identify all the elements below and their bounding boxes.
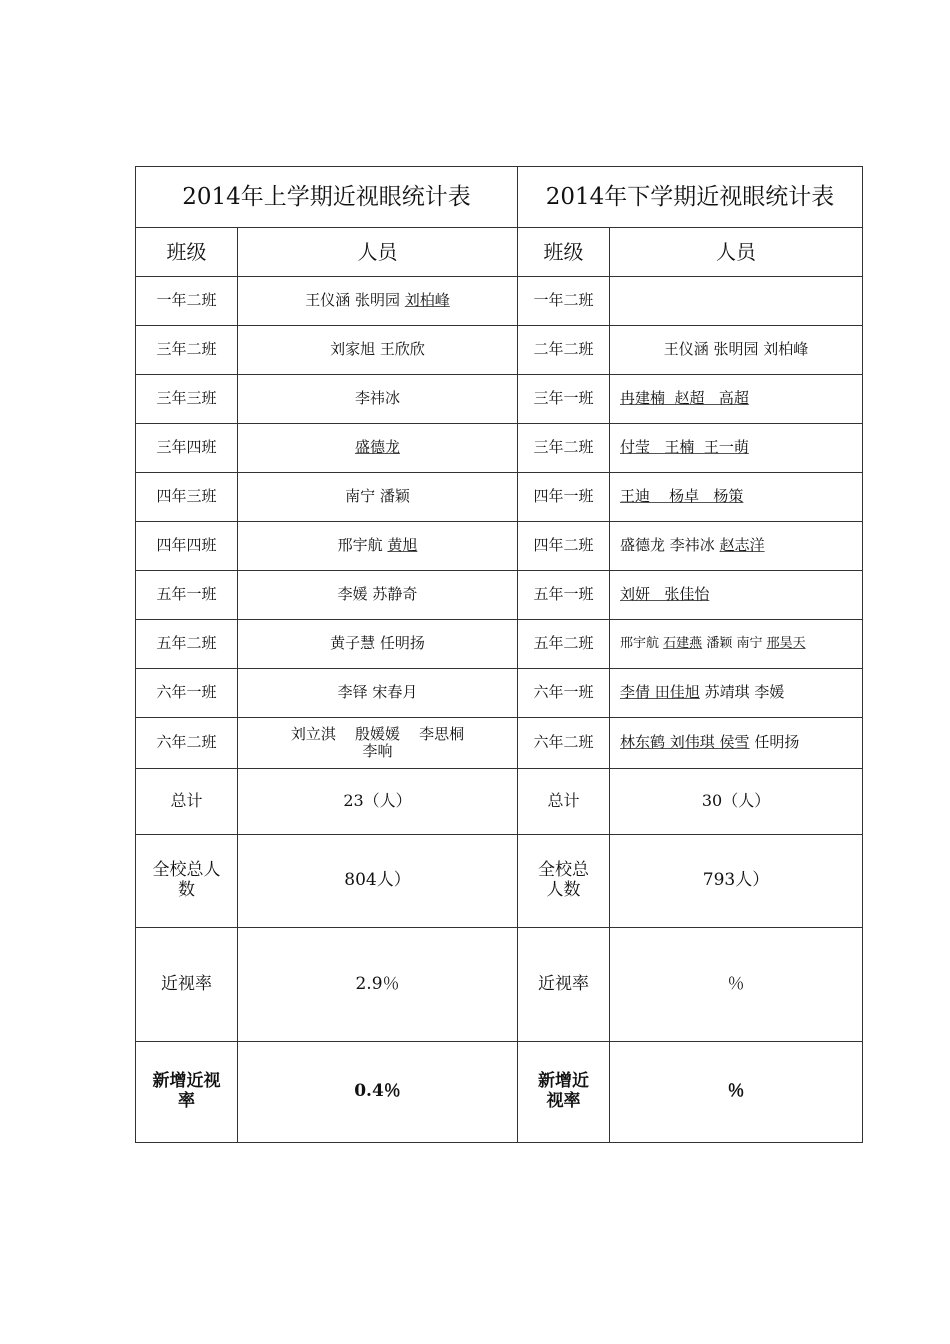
class-cell: 一年二班 [136, 277, 238, 326]
people-cell: 林东鹤 刘伟琪 侯雪 任明扬 [610, 718, 863, 769]
people-cell: 盛德龙 [238, 424, 518, 473]
school-total-value-1: 804人） [238, 835, 518, 928]
table-row [136, 326, 863, 375]
class-cell: 二年二班 [518, 326, 610, 375]
total-value-2: 30（人） [610, 769, 863, 835]
class-cell: 三年四班 [136, 424, 238, 473]
myopia-rate-row [136, 928, 863, 1042]
rate-value-2: ％ [610, 928, 863, 1042]
rate-label-2: 近视率 [518, 928, 610, 1042]
school-total-label-1: 全校总人数 [136, 835, 238, 928]
header-class-1: 班级 [136, 228, 238, 277]
total-row [136, 769, 863, 835]
people-cell: 南宁 潘颖 [238, 473, 518, 522]
people-cell: 王仪涵 张明园 刘柏峰 [238, 277, 518, 326]
new-rate-label-1: 新增近视率 [136, 1042, 238, 1143]
people-cell: 盛德龙 李祎冰 赵志洋 [610, 522, 863, 571]
class-cell: 五年二班 [136, 620, 238, 669]
people-cell: 王仪涵 张明园 刘柏峰 [610, 326, 863, 375]
class-cell: 三年二班 [136, 326, 238, 375]
total-label-2: 总计 [518, 769, 610, 835]
header-people-1: 人员 [238, 228, 518, 277]
people-cell: 刘妍 张佳怡 [610, 571, 863, 620]
people-cell: 刘立淇 殷媛媛 李思桐 李响 [238, 718, 518, 769]
class-cell: 六年二班 [136, 718, 238, 769]
header-class-2: 班级 [518, 228, 610, 277]
rate-label-1: 近视率 [136, 928, 238, 1042]
title-row [136, 167, 863, 228]
table-row [136, 473, 863, 522]
class-cell: 三年二班 [518, 424, 610, 473]
school-total-value-2: 793人） [610, 835, 863, 928]
total-value-1: 23（人） [238, 769, 518, 835]
new-rate-value-1: 0.4％ [238, 1042, 518, 1143]
second-term-title: 2014年下学期近视眼统计表 [518, 167, 863, 228]
table-row [136, 375, 863, 424]
people-cell: 付莹 王楠 王一萌 [610, 424, 863, 473]
people-cell: 王迪 杨卓 杨策 [610, 473, 863, 522]
class-cell: 四年二班 [518, 522, 610, 571]
new-myopia-rate-row [136, 1042, 863, 1143]
class-cell: 六年一班 [136, 669, 238, 718]
total-label-1: 总计 [136, 769, 238, 835]
class-cell: 三年一班 [518, 375, 610, 424]
header-row [136, 228, 863, 277]
table-row [136, 522, 863, 571]
table-row [136, 277, 863, 326]
new-rate-label-2: 新增近视率 [518, 1042, 610, 1143]
table-row [136, 571, 863, 620]
people-cell: 李铎 宋春月 [238, 669, 518, 718]
people-cell: 冉建楠 赵超 高超 [610, 375, 863, 424]
school-total-row [136, 835, 863, 928]
people-cell: 李倩 田佳旭 苏靖琪 李媛 [610, 669, 863, 718]
people-cell: 李媛 苏静奇 [238, 571, 518, 620]
school-total-label-2: 全校总人数 [518, 835, 610, 928]
class-cell: 五年一班 [518, 571, 610, 620]
table-row [136, 424, 863, 473]
class-cell: 三年三班 [136, 375, 238, 424]
class-cell: 五年二班 [518, 620, 610, 669]
class-cell: 四年一班 [518, 473, 610, 522]
header-people-2: 人员 [610, 228, 863, 277]
new-rate-value-2: ％ [610, 1042, 863, 1143]
class-cell: 五年一班 [136, 571, 238, 620]
class-cell: 六年一班 [518, 669, 610, 718]
table-row [136, 718, 863, 769]
table-row [136, 669, 863, 718]
myopia-stats-table [135, 166, 863, 1143]
people-cell: 邢宇航 石建燕 潘颖 南宁 邢昊天 [610, 620, 863, 669]
people-cell [610, 277, 863, 326]
people-cell: 邢宇航 黄旭 [238, 522, 518, 571]
class-cell: 四年四班 [136, 522, 238, 571]
rate-value-1: 2.9％ [238, 928, 518, 1042]
people-cell: 李祎冰 [238, 375, 518, 424]
people-cell: 刘家旭 王欣欣 [238, 326, 518, 375]
people-cell: 黄子慧 任明扬 [238, 620, 518, 669]
class-cell: 四年三班 [136, 473, 238, 522]
class-cell: 一年二班 [518, 277, 610, 326]
table-row [136, 620, 863, 669]
first-term-title: 2014年上学期近视眼统计表 [136, 167, 518, 228]
class-cell: 六年二班 [518, 718, 610, 769]
